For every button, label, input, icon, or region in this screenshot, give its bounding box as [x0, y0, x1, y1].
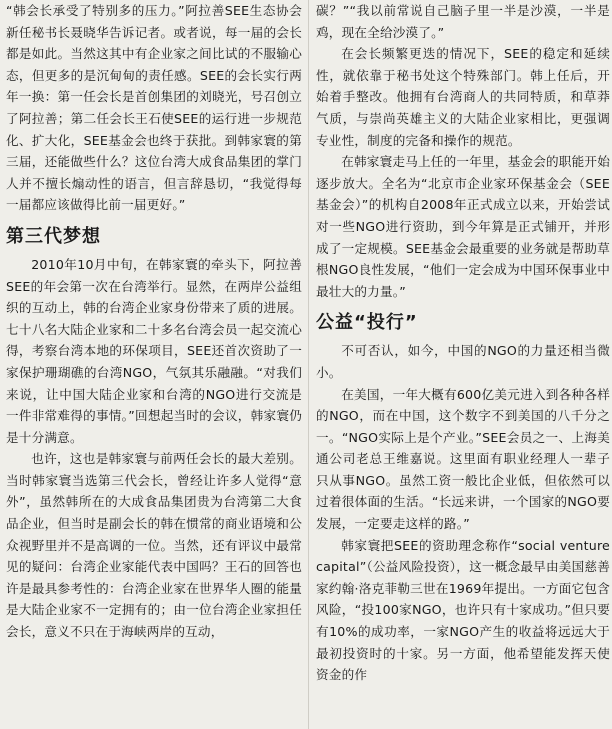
column-divider — [308, 0, 309, 729]
paragraph-foundation: 在韩家寰走马上任的一年里，基金会的职能开始逐步放大。全名为“北京市企业家环保基金会（SEE基金会）”的机构自2008年正式成立以来，开始尝试对一些NGO进行资助，到今年算是正式铺开，并形成了一定规模。SEE基金会最重要的业务就是帮助草根NGO良性发展，“他们一定会成为中国环保事业中最壮大的力量。” — [316, 154, 610, 299]
paragraph-usa-ngo: 在美国，一年大概有600亿美元进入到各种各样的NGO，而在中国，这个数字不到美国的八千分之一。“NGO实际上是个产业。”SEE会员之一、上海美通公司老总王维嘉说。这里面有职业经理人一辈子只从事NGO。虽然工资一般比企业低，但依然可以过着很体面的生活。“长远来讲，一个国家的NGO要发展，一定要走这样的路。” — [316, 386, 610, 532]
paragraph-difference: 也许，这也是韩家寰与前两任会长的最大差别。当时韩家寰当选第三代会长，曾经让许多人觉得“意外”，虽然韩所在的大成食品集团贵为台湾第二大食品企业，但当时是副会长的韩在惯常的商业语境和公众视野里并不是高调的一位。当然，还有评议中最常见的疑问：台湾企业家能代表中国吗？王石的回答也许是最具参考性的：台湾企业家在世界华人圈的能量是大陆企业家不一定拥有的；由一位台湾企业家担任会长，意义不只在于海峡两岸的互动， — [6, 451, 302, 640]
section-heading-public-investment: 公益“投行” — [316, 312, 418, 334]
paragraph-desert-quote: 碳？”“我以前常说自己脑子里一半是沙漠，一半是鸡，现在全给沙漠了。” — [316, 3, 610, 40]
paragraph-secretariat: 在会长频繁更迭的情况下，SEE的稳定和延续性，就依靠于秘书处这个特殊部门。韩上任后，开始着手整改。他拥有台湾商人的共同特质，和草莽气质，与崇尚英雄主义的大陆企业家相比，更强调专业性，制度的完备和操作的规范。 — [316, 46, 610, 148]
paragraph-venture-capital: 韩家寰把SEE的资助理念称作“social venture capital”（公益风险投资），这一概念最早由美国慈善家约翰·洛克菲勒三世在1969年提出。一方面它包含风险，“投100家NGO，也许只有十家成功。”但只要有10%的成功率，一家NGO产生的收益将远远大于最初投资时的十家。另一方面，他希望能发挥天使资金的作 — [316, 537, 610, 683]
paragraph-taiwan-meeting: 2010年10月中旬，在韩家寰的牵头下，阿拉善SEE的年会第一次在台湾举行。显然，在两岸公益组织的互动上，韩的台湾企业家身份带来了质的进展。七十八名大陆企业家和二十多名台湾会员一起交流心得，考察台湾本地的环保项目，SEE还首次资助了一家保护珊瑚礁的台湾NGO，气氛其乐融融。“对我们来说，让中国大陆企业家和台湾的NGO进行交流是一件非常难得的事情。”回想起当时的会议，韩家寰仍是十分满意。 — [6, 256, 302, 445]
section-heading-third-generation: 第三代梦想 — [6, 225, 101, 247]
right-column — [316, 0, 610, 686]
left-column — [6, 0, 302, 643]
paragraph-pressure: “韩会长承受了特别多的压力。”阿拉善SEE生态协会新任秘书长聂晓华告诉记者。或者说，每一届的会长都是如此。当然这其中有企业家之间比试的不服输心态，但更多的是沉甸甸的责任感。SEE的会长实行两年一换：第一任会长是首创集团的刘晓光，号召创立了阿拉善；第二任会长王石使SEE的运行进一步规范化、扩大化，SEE基金会也终于获批。到韩家寰的第三届，还能做些什么？这位台湾大成食品集团的掌门人并不擅长煽动性的语言，但言辞恳切，“我觉得每一届都应该做得比前一届更好。” — [6, 3, 302, 213]
paragraph-ngo-power: 不可否认，如今，中国的NGO的力量还相当微小。 — [316, 343, 610, 380]
